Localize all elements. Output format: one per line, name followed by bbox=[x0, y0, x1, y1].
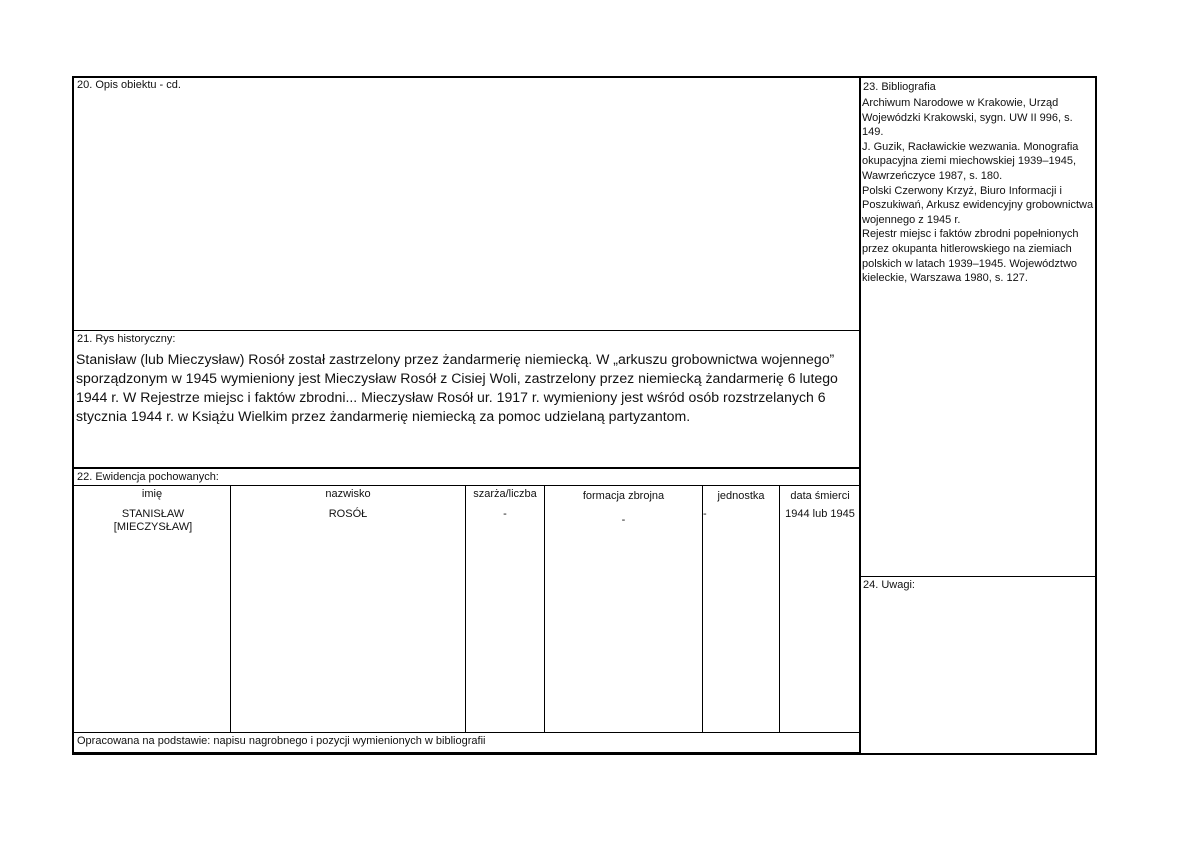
table-cell-nazwisko: ROSÓŁ bbox=[328, 508, 368, 520]
source-footer: Opracowana na podstawie: napisu nagrobnego i pozycji wymienionych w bibliografii bbox=[77, 735, 486, 747]
column-divider bbox=[859, 77, 861, 754]
column-header-imie: imię bbox=[141, 488, 163, 500]
table-col-line bbox=[779, 486, 780, 732]
bibliography-entry: Rejestr miejsc i faktów zbrodni popełnionych przez okupanta hitlerowskiego na ziemiach polskich w latach 1939–1945. Województwo kieleckie, Warszawa 1980, s. 127. bbox=[862, 228, 1079, 285]
divider-22-header bbox=[73, 485, 860, 486]
divider-20-21 bbox=[73, 330, 860, 331]
column-header-nazwisko: nazwisko bbox=[325, 488, 371, 500]
bibliography-entry: Archiwum Narodowe w Krakowie, Urząd Wojewódzki Krakowski, sygn. UW II 996, s. 149. bbox=[862, 97, 1073, 139]
column-header-jednostka: jednostka bbox=[717, 490, 765, 502]
column-header-data: data śmierci bbox=[790, 490, 850, 502]
divider-footer bbox=[73, 732, 860, 733]
column-header-szarza: szarża/liczba bbox=[473, 488, 537, 500]
table-cell-imie: STANISŁAW [MIECZYSŁAW] bbox=[113, 508, 193, 533]
section-23-label: 23. Bibliografia bbox=[863, 81, 936, 93]
table-cell-data: 1944 lub 1945 bbox=[785, 508, 855, 520]
section-20-label: 20. Opis obiektu - cd. bbox=[77, 79, 181, 91]
historical-text: Stanisław (lub Mieczysław) Rosół został zastrzelony przez żandarmerię niemiecką. W „arkuszu grobownictwa wojennego” sporządzonym w 1945 wymieniony jest Mieczysław Rosół z Cisiej Woli, zastrzelony przez niemiecką żandarmerię 6 lutego 1944 r. W Rejestrze miejsc i faktów zbrodni... Mieczysław Rosół ur. 1917 r. wymieniony jest wśród osób rozstrzelanych 6 stycznia 1944 r. w Książu Wielkim przez żandarmerię niemiecką za pomoc udzielaną partyzantom. bbox=[76, 351, 838, 424]
bibliography-list bbox=[862, 96, 1094, 286]
column-header-formacja: formacja zbrojna bbox=[582, 490, 665, 502]
bottom-edge-left bbox=[73, 752, 860, 753]
divider-21-22 bbox=[73, 467, 860, 469]
section-21-label: 21. Rys historyczny: bbox=[77, 333, 176, 345]
divider-23-24 bbox=[860, 576, 1096, 577]
bibliography-entry: Polski Czerwony Krzyż, Biuro Informacji i Poszukiwań, Arkusz ewidencyjny grobownictwa wojennego z 1945 r. bbox=[862, 184, 1094, 226]
section-24-label: 24. Uwagi: bbox=[863, 579, 915, 591]
table-col-line bbox=[465, 486, 466, 732]
table-cell-szarza: - bbox=[503, 508, 507, 520]
section-22-label: 22. Ewidencja pochowanych: bbox=[77, 471, 219, 483]
table-cell-jednostka: - bbox=[703, 508, 707, 520]
table-cell-formacja: - bbox=[621, 514, 626, 526]
table-col-line bbox=[230, 486, 231, 732]
table-col-line bbox=[702, 486, 703, 732]
bibliography-entry: J. Guzik, Racławickie wezwania. Monografia okupacyjna ziemi miechowskiej 1939–1945, Wawrzeńczyce 1987, s. 180. bbox=[862, 140, 1079, 182]
